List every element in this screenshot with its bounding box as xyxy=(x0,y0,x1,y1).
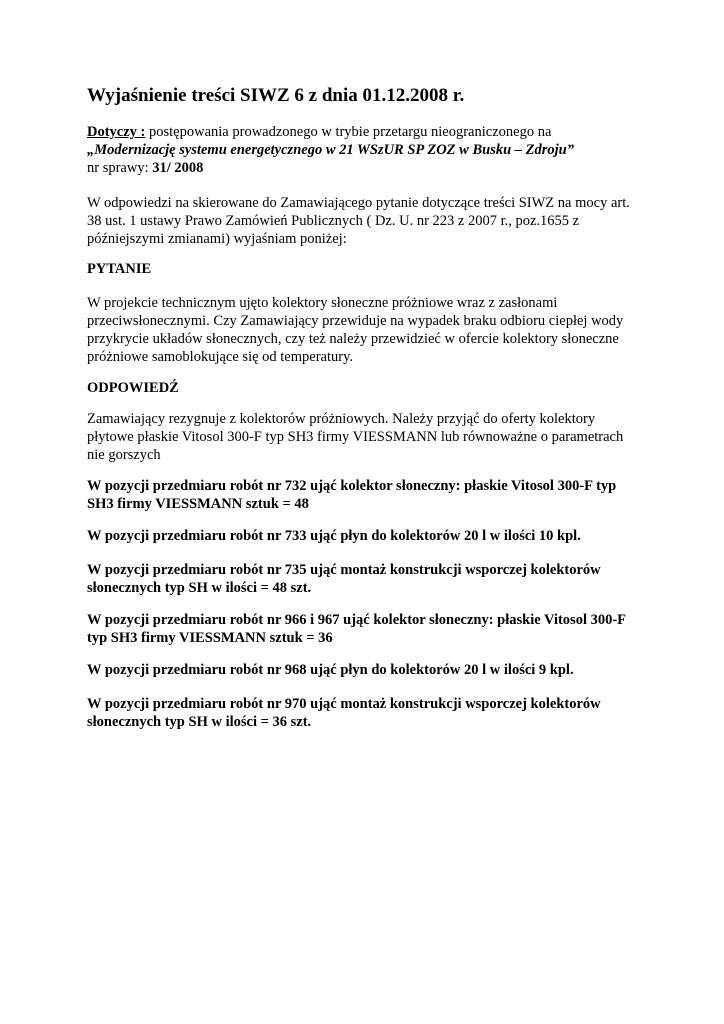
item-line: słonecznych typ SH w ilości = 36 szt. xyxy=(87,714,312,730)
item-line: W pozycji przedmiaru robót nr 732 ująć kolektor słoneczny: płaskie Vitosol 300-F typ xyxy=(87,478,617,494)
case-number: 31/ 2008 xyxy=(152,160,204,176)
question-line: przeciwsłonecznymi. Czy Zamawiający przewiduje na wypadek braku odbioru ciepłej wody xyxy=(87,313,624,329)
intro-line: W odpowiedzi na skierowane do Zamawiającego pytanie dotyczące treści SIWZ na mocy art. xyxy=(87,195,630,211)
question-line: przykrycie układów słonecznych, czy też należy przewidzieć w ofercie kolektory słoneczne xyxy=(87,331,619,347)
subject-block xyxy=(87,123,647,177)
question-line: W projekcie technicznym ujęto kolektory słoneczne próżniowe wraz z zasłonami xyxy=(87,295,558,311)
answer-paragraph xyxy=(87,410,647,464)
question-paragraph xyxy=(87,294,647,366)
item-line: W pozycji przedmiaru robót nr 966 i 967 ująć kolektor słoneczny: płaskie Vitosol 300-F xyxy=(87,612,627,628)
item-line: W pozycji przedmiaru robót nr 970 ująć montaż konstrukcji wsporczej kolektorów xyxy=(87,696,601,712)
item-paragraph xyxy=(87,527,647,545)
answer-line: płytowe płaskie Vitosol 300-F typ SH3 firmy VIESSMANN lub równoważne o parametrach xyxy=(87,429,624,445)
answer-line: Zamawiający rezygnuje z kolektorów próżniowych. Należy przyjąć do oferty kolektory xyxy=(87,411,596,427)
item-paragraph xyxy=(87,477,647,513)
case-label: nr sprawy: xyxy=(87,160,153,176)
dotyczy-text: postępowania prowadzonego w trybie przetargu nieograniczonego na xyxy=(145,124,552,140)
item-paragraph xyxy=(87,561,647,597)
item-line: W pozycji przedmiaru robót nr 735 ująć montaż konstrukcji wsporczej kolektorów xyxy=(87,562,601,578)
answer-line: nie gorszych xyxy=(87,447,161,463)
item-line: typ SH3 firmy VIESSMANN sztuk = 36 xyxy=(87,630,333,646)
intro-line: późniejszymi zmianami) wyjaśniam poniżej: xyxy=(87,231,347,247)
procurement-subject: „Modernizację systemu energetycznego w 21 WSzUR SP ZOZ w Busku – Zdroju” xyxy=(87,142,574,158)
item-paragraph xyxy=(87,695,647,731)
item-paragraph xyxy=(87,611,647,647)
item-line: SH3 firmy VIESSMANN sztuk = 48 xyxy=(87,496,309,512)
item-line: słonecznych typ SH w ilości = 48 szt. xyxy=(87,580,312,596)
answer-heading: ODPOWIEDŹ xyxy=(87,380,179,396)
item-paragraph xyxy=(87,661,647,679)
question-line: próżniowe samoblokujące się od temperatury. xyxy=(87,349,354,365)
document-title: Wyjaśnienie treści SIWZ 6 z dnia 01.12.2008 r. xyxy=(87,85,465,106)
dotyczy-label: Dotyczy : xyxy=(87,124,146,140)
item-line: W pozycji przedmiaru robót nr 968 ująć płyn do kolektorów 20 l w ilości 9 kpl. xyxy=(87,662,574,678)
intro-paragraph xyxy=(87,194,647,248)
item-line: W pozycji przedmiaru robót nr 733 ująć płyn do kolektorów 20 l w ilości 10 kpl. xyxy=(87,528,581,544)
intro-line: 38 ust. 1 ustawy Prawo Zamówień Publicznych ( Dz. U. nr 223 z 2007 r., poz.1655 z xyxy=(87,213,580,229)
question-heading: PYTANIE xyxy=(87,261,152,277)
